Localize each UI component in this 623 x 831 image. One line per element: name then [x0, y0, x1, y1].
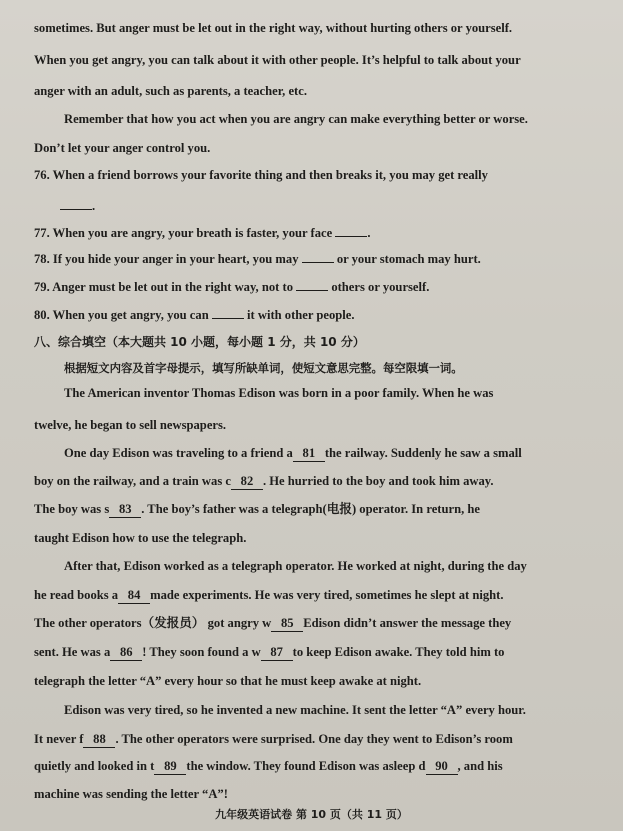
passage-line: Remember that how you act when you are angry can make everything better or worse. [64, 112, 528, 126]
cloze-line: boy on the railway, and a train was c 82 . He hurried to the boy and took him away. [34, 474, 494, 488]
cloze-line: he read books a 84 made experiments. He was very tired, sometimes he slept at night. [34, 588, 504, 602]
cloze-line: taught Edison how to use the telegraph. [34, 531, 247, 545]
cloze-line: The American inventor Thomas Edison was born in a poor family. When he was [64, 386, 494, 400]
blank-85[interactable]: 85 [271, 615, 303, 632]
cloze-line: The boy was s 83 . The boy’s father was a telegraph(电报) operator. In return, he [34, 502, 480, 516]
answer-blank[interactable] [296, 278, 328, 291]
cloze-line: sent. He was a 86 ! They soon found a w 87 to keep Edison awake. They told him to [34, 645, 505, 659]
cloze-line: machine was sending the letter “A”! [34, 787, 228, 801]
blank-82[interactable]: 82 [231, 473, 263, 490]
answer-blank[interactable] [335, 224, 367, 237]
blank-81[interactable]: 81 [293, 445, 325, 462]
question-76: 76. When a friend borrows your favorite thing and then breaks it, you may get really [34, 168, 488, 182]
cloze-line: After that, Edison worked as a telegraph operator. He worked at night, during the day [64, 559, 527, 573]
section-instruction: 根据短文内容及首字母提示，填写所缺单词，使短文意思完整。每空限填一词。 [64, 361, 463, 375]
passage-line: anger with an adult, such as parents, a teacher, etc. [34, 84, 307, 98]
blank-83[interactable]: 83 [109, 501, 141, 518]
blank-84[interactable]: 84 [118, 587, 150, 604]
cloze-line: The other operators（发报员） got angry w 85 Edison didn’t answer the message they [34, 616, 512, 630]
blank-90[interactable]: 90 [426, 758, 458, 775]
question-78: 78. If you hide your anger in your heart, you may or your stomach may hurt. [34, 252, 481, 266]
question-76-answer-line: . [60, 197, 601, 214]
passage-line: Don’t let your anger control you. [34, 141, 211, 155]
cloze-line: telegraph the letter “A” every hour so that he must keep awake at night. [34, 674, 422, 688]
blank-89[interactable]: 89 [154, 758, 186, 775]
blank-87[interactable]: 87 [261, 644, 293, 661]
answer-blank[interactable] [212, 306, 244, 319]
cloze-line: Edison was very tired, so he invented a new machine. It sent the letter “A” every hour. [64, 703, 526, 717]
page-footer: 九年级英语试卷 第 10 页（共 11 页） [215, 808, 408, 821]
cloze-line: quietly and looked in t 89 the window. They found Edison was asleep d 90 , and his [34, 759, 503, 773]
cloze-line: twelve, he began to sell newspapers. [34, 418, 227, 432]
passage-line: sometimes. But anger must be let out in the right way, without hurting others or yourself. [34, 21, 513, 35]
answer-blank[interactable] [302, 250, 334, 263]
question-79: 79. Anger must be let out in the right way, not to others or yourself. [34, 280, 430, 294]
cloze-line: One day Edison was traveling to a friend a 81 the railway. Suddenly he saw a small [64, 446, 522, 460]
answer-blank[interactable] [60, 197, 92, 210]
passage-line: When you get angry, you can talk about it with other people. It’s helpful to talk about your [34, 53, 521, 67]
blank-86[interactable]: 86 [110, 644, 142, 661]
cloze-line: It never f 88 . The other operators were surprised. One day they went to Edison’s room [34, 732, 513, 746]
blank-88[interactable]: 88 [83, 731, 115, 748]
question-80: 80. When you get angry, you can it with other people. [34, 308, 355, 322]
question-77: 77. When you are angry, your breath is faster, your face . [34, 226, 371, 240]
section-heading: 八、综合填空（本大题共 10 小题，每小题 1 分，共 10 分） [34, 335, 365, 349]
